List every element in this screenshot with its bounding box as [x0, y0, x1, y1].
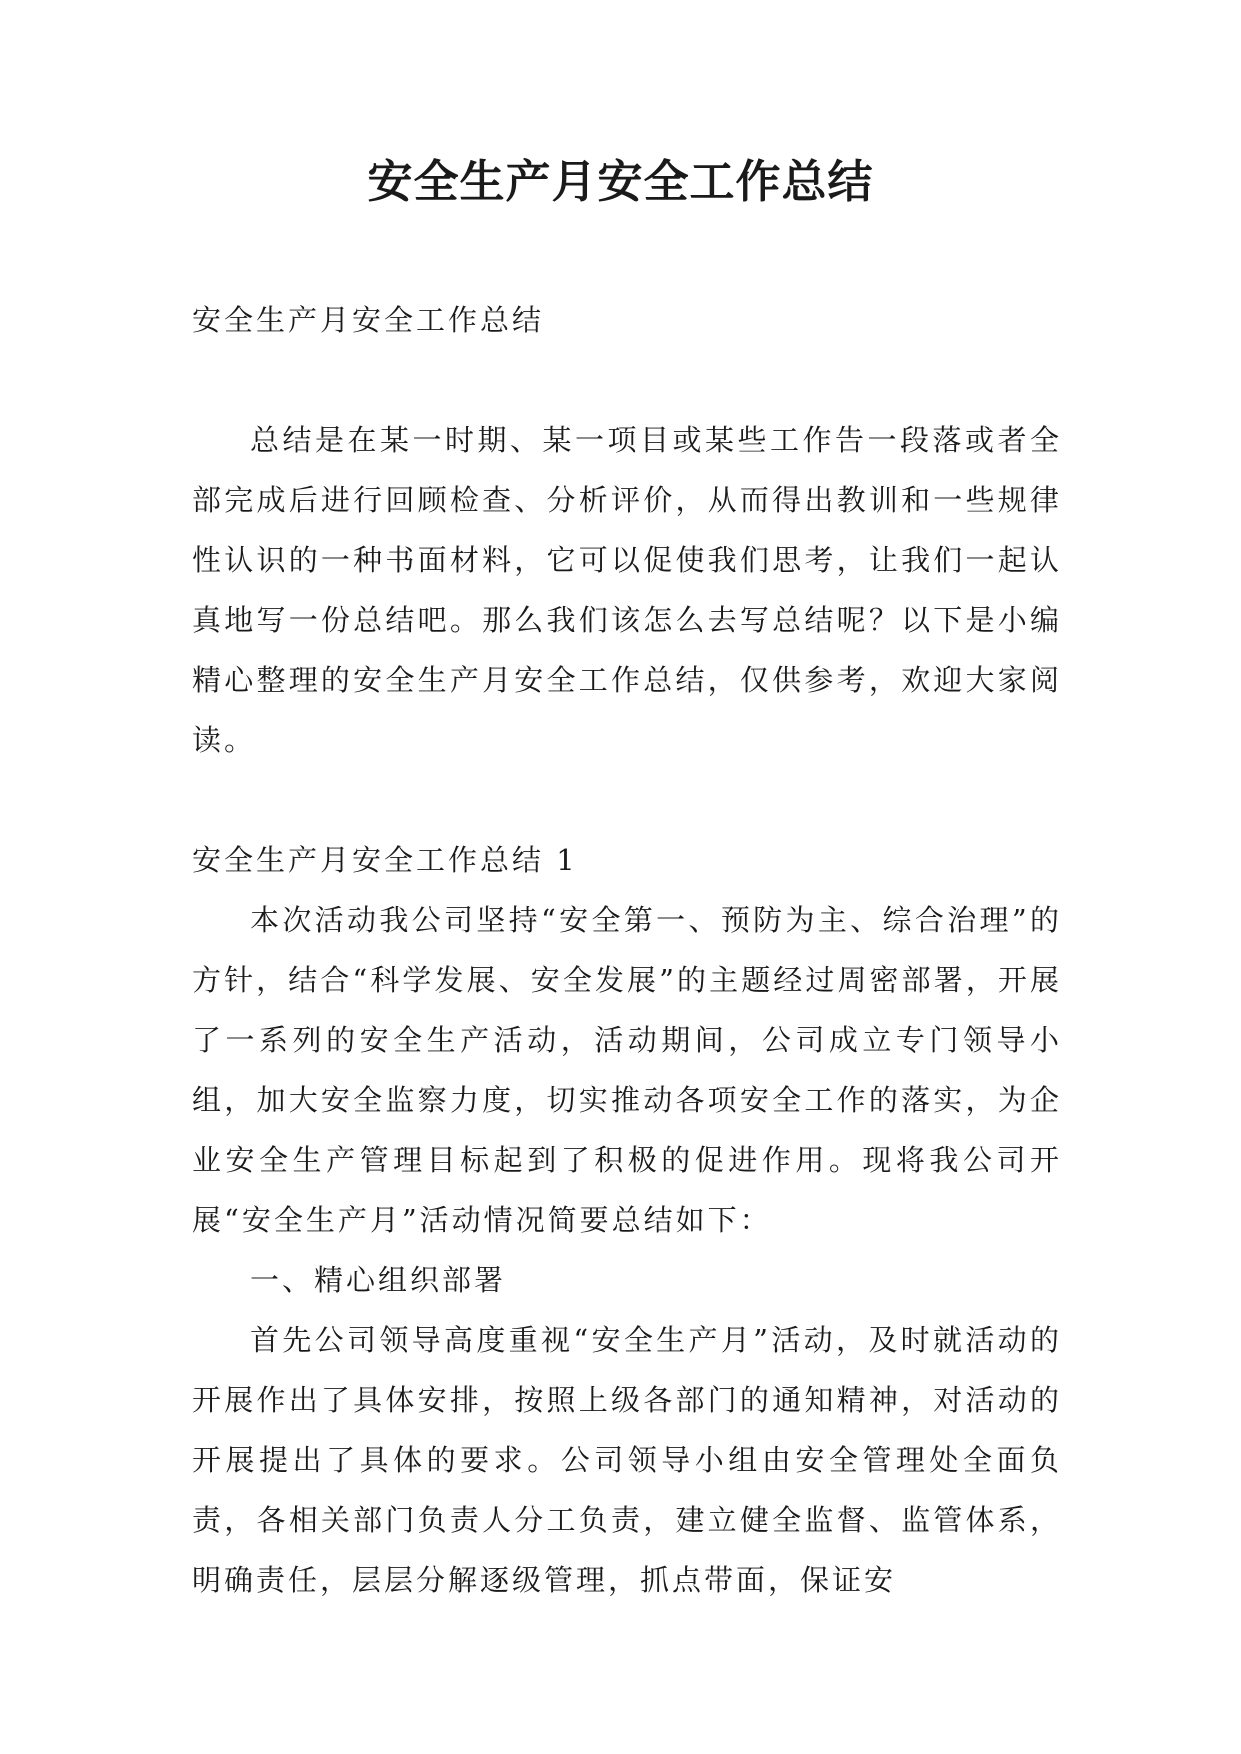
body-paragraph: 首先公司领导高度重视“安全生产月”活动，及时就活动的开展作出了具体安排，按照上级各部门的通知精神，对活动的开展提出了具体的要求。公司领导小组由安全管理处全面负责，各相关部门负责人分工负责，建立健全监督、监管体系，明确责任，层层分解逐级管理，抓点带面，保证安	[192, 1323, 1062, 1597]
document-body	[192, 290, 1062, 1610]
document-subtitle: 安全生产月安全工作总结	[192, 303, 545, 337]
sub-heading: 一、精心组织部署	[250, 1263, 507, 1297]
intro-paragraph: 总结是在某一时期、某一项目或某些工作告一段落或者全部完成后进行回顾检查、分析评价，从而得出教训和一些规律性认识的一种书面材料，它可以促使我们思考，让我们一起认真地写一份总结吧。那么我们该怎么去写总结呢？以下是小编精心整理的安全生产月安全工作总结，仅供参考，欢迎大家阅读。	[192, 423, 1062, 757]
section-heading: 安全生产月安全工作总结 1	[192, 843, 578, 877]
document-title: 安全生产月安全工作总结	[367, 155, 874, 208]
body-paragraph: 本次活动我公司坚持“安全第一、预防为主、综合治理”的方针，结合“科学发展、安全发展”的主题经过周密部署，开展了一系列的安全生产活动，活动期间，公司成立专门领导小组，加大安全监察力度，切实推动各项安全工作的落实，为企业安全生产管理目标起到了积极的促进作用。现将我公司开展“安全生产月”活动情况简要总结如下：	[192, 903, 1062, 1237]
